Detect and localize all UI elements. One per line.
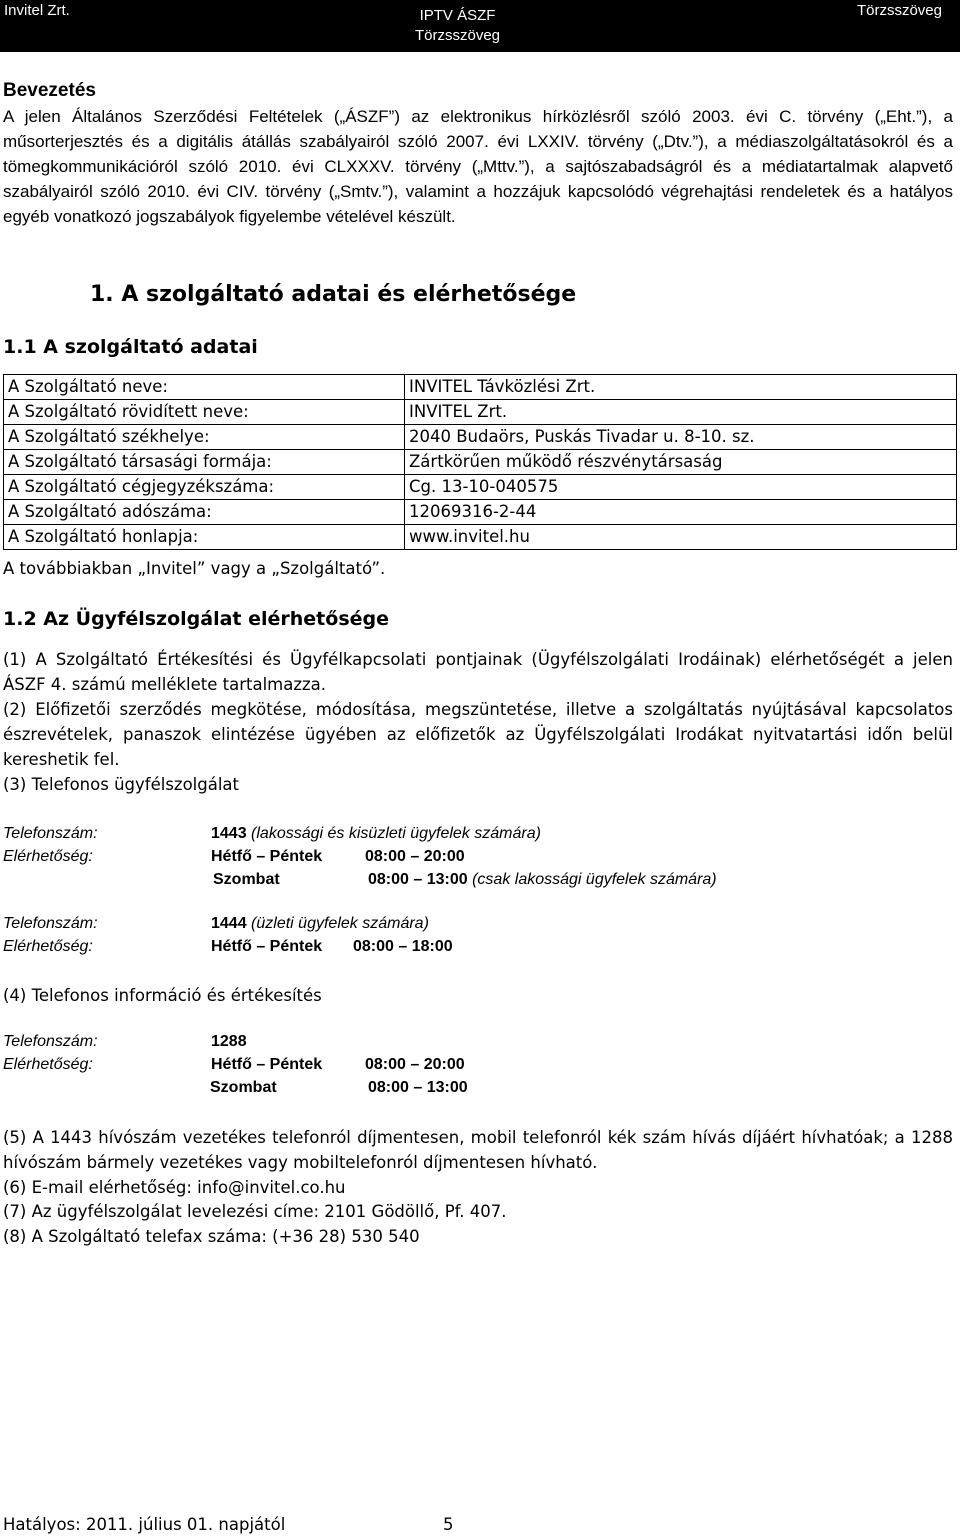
page-header [0, 0, 960, 52]
table-value: 2040 Budaörs, Puskás Tivadar u. 8-10. sz. [405, 425, 957, 450]
saturday-hours: 08:00 – 13:00 [368, 1079, 468, 1096]
table-row [4, 475, 957, 500]
table-label: A Szolgáltató neve: [4, 375, 405, 400]
paragraph-6: (6) E-mail elérhetőség: info@invitel.co.hu [3, 1178, 346, 1197]
availability-label: Elérhetőség: [3, 1056, 93, 1073]
intro-section [3, 78, 953, 229]
weekday-label: Hétfő – Péntek [211, 1056, 323, 1073]
header-title-line2: Törzsszöveg [414, 27, 501, 44]
saturday-hours [368, 871, 717, 889]
saturday-label: Szombat [210, 1079, 277, 1096]
table-label: A Szolgáltató adószáma: [4, 500, 405, 525]
table-row [4, 425, 957, 450]
footer-effective-date: Hatályos: 2011. július 01. napjától [3, 1515, 286, 1534]
table-value: INVITEL Távközlési Zrt. [405, 375, 957, 400]
phone-number-1288: 1288 [211, 1033, 247, 1050]
intro-title: Bevezetés [3, 80, 96, 101]
saturday-label: Szombat [213, 871, 280, 888]
header-section: Törzsszöveg [856, 2, 942, 19]
table-label: A Szolgáltató rövidített neve: [4, 400, 405, 425]
header-document-title [400, 6, 515, 46]
phone-note: (üzleti ügyfelek számára) [251, 915, 429, 932]
phone-label: Telefonszám: [3, 825, 98, 842]
paragraph-5: (5) A 1443 hívószám vezetékes telefonról díjmentesen, mobil telefonról kék szám hívás díjáért hívhatóak; a 1288 hívószám bármely vezetékes vagy mobiltelefonról díjmentesen hívható. [3, 1128, 953, 1172]
phone-note: (lakossági és kisüzleti ügyfelek számára) [251, 825, 541, 842]
table-label: A Szolgáltató székhelye: [4, 425, 405, 450]
paragraph-2: (2) Előfizetői szerződés megkötése, módosítása, megszüntetése, illetve a szolgáltatás nyújtásával kapcsolatos észrevételek, panaszok elintézése ügyében az előfizetők az Ügyfélszolgálati Irodákat nyitvatartási időn belül kereshetik fel. [3, 700, 953, 769]
phone-number-1444 [211, 915, 429, 933]
subsection-heading-1-1: 1.1 A szolgáltató adatai [3, 336, 258, 358]
saturday-time: 08:00 – 13:00 [368, 871, 468, 888]
table-row [4, 500, 957, 525]
weekday-label: Hétfő – Péntek [211, 938, 323, 955]
table-row [4, 450, 957, 475]
paragraph-3: (3) Telefonos ügyfélszolgálat [3, 775, 240, 794]
table-value: www.invitel.hu [405, 525, 957, 550]
subsection-heading-1-2: 1.2 Az Ügyfélszolgálat elérhetősége [3, 608, 390, 630]
page-number: 5 [443, 1515, 454, 1534]
paragraph-7: (7) Az ügyfélszolgálat levelezési címe: 2101 Gödöllő, Pf. 407. [3, 1202, 507, 1221]
table-value: INVITEL Zrt. [405, 400, 957, 425]
paragraph-8: (8) A Szolgáltató telefax száma: (+36 28) 530 540 [3, 1227, 420, 1246]
table-row [4, 400, 957, 425]
saturday-note: (csak lakossági ügyfelek számára) [472, 871, 717, 888]
weekday-label: Hétfő – Péntek [211, 848, 323, 865]
phone-number-1443 [211, 825, 541, 843]
paragraph-4: (4) Telefonos információ és értékesítés [3, 986, 322, 1005]
table-label: A Szolgáltató honlapja: [4, 525, 405, 550]
intro-body: A jelen Általános Szerződési Feltételek („ÁSZF”) az elektronikus hírközlésről szóló 2003. évi C. törvény („Eht.”), a műsorterjesztés és a digitális átállás szabályairól szóló 2007. évi LXXIV. törvény („Dtv.”), a médiaszolgáltatásokról és a tömegkommunikációról szóló 2010. évi CLXXXV. törvény („Mttv.”), a sajtószabadságról és a médiatartalmak alapvető szabályairól szóló 2010. évi CIV. törvény („Smtv.”), valamint a hozzájuk kapcsolódó végrehajtási rendeletek és a hatályos egyéb vonatkozó jogszabályok figyelembe vételével készült. [3, 107, 953, 226]
table-value: Zártkörűen működő részvénytársaság [405, 450, 957, 475]
phone-number: 1443 [211, 825, 247, 842]
alias-note: A továbbiakban „Invitel” vagy a „Szolgáltató”. [3, 559, 386, 578]
availability-label: Elérhetőség: [3, 938, 93, 955]
weekday-hours: 08:00 – 20:00 [365, 848, 465, 865]
paragraph-1: (1) A Szolgáltató Értékesítési és Ügyfélkapcsolati pontjainak (Ügyfélszolgálati Irodáinak) elérhetőségét a jelen ÁSZF 4. számú melléklete tartalmazza. [3, 650, 953, 694]
header-title-line1: IPTV ÁSZF [419, 7, 496, 24]
section-heading: 1. A szolgáltató adatai és elérhetősége [90, 282, 577, 307]
table-label: A Szolgáltató társasági formája: [4, 450, 405, 475]
provider-data-table [3, 374, 957, 550]
weekday-hours: 08:00 – 18:00 [353, 938, 453, 955]
weekday-hours: 08:00 – 20:00 [365, 1056, 465, 1073]
table-value: 12069316-2-44 [405, 500, 957, 525]
phone-label: Telefonszám: [3, 915, 98, 932]
phone-number: 1444 [211, 915, 247, 932]
availability-label: Elérhetőség: [3, 848, 93, 865]
table-value: Cg. 13-10-040575 [405, 475, 957, 500]
phone-label: Telefonszám: [3, 1033, 98, 1050]
table-row [4, 525, 957, 550]
table-label: A Szolgáltató cégjegyzékszáma: [4, 475, 405, 500]
header-company: Invitel Zrt. [4, 2, 70, 19]
table-row [4, 375, 957, 400]
